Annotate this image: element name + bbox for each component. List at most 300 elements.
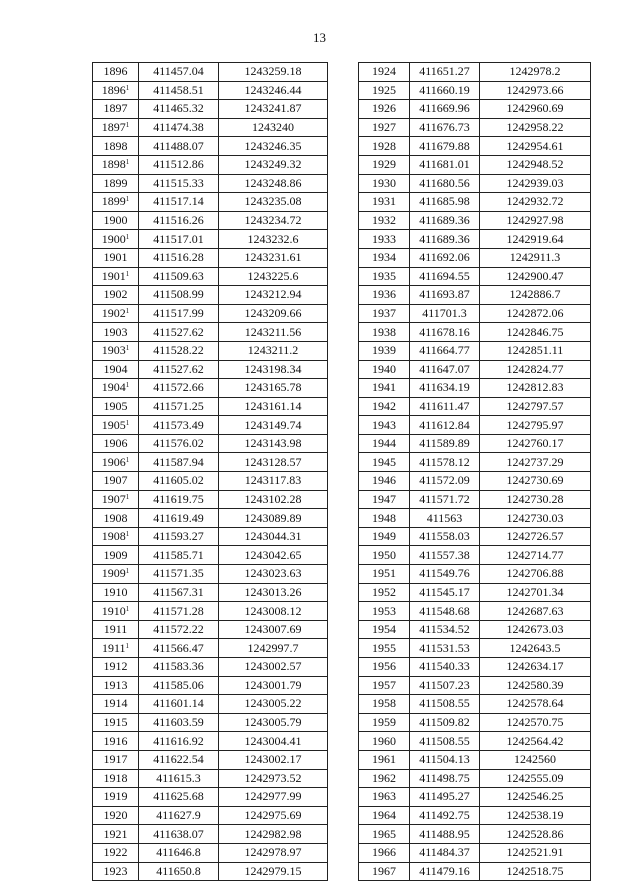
x-coordinate-cell: 411516.28	[139, 248, 219, 267]
point-number: 1899	[101, 194, 126, 209]
point-number-cell	[93, 713, 139, 732]
point-number-cell	[359, 81, 410, 100]
table-row	[93, 769, 328, 788]
table-row	[359, 63, 591, 82]
x-coordinate-cell: 411615.3	[139, 769, 219, 788]
point-number: 1957	[372, 677, 396, 692]
x-coordinate-cell: 411517.14	[139, 193, 219, 212]
table-row	[93, 825, 328, 844]
table-row	[93, 137, 328, 156]
point-number: 1905	[103, 398, 128, 413]
table-row	[359, 286, 591, 305]
point-number: 1936	[372, 287, 396, 302]
y-coordinate-cell: 1243209.66	[219, 304, 328, 323]
x-coordinate-cell: 411669.96	[410, 100, 480, 119]
y-coordinate-cell: 1242528.86	[480, 825, 591, 844]
point-number-cell	[93, 379, 139, 398]
table-row	[93, 490, 328, 509]
coordinates-table-right	[358, 62, 591, 881]
point-number: 1909	[101, 566, 126, 581]
point-number: 1946	[372, 473, 396, 488]
x-coordinate-cell: 411540.33	[410, 658, 480, 677]
point-number: 1937	[372, 306, 396, 321]
point-number-cell	[93, 137, 139, 156]
y-coordinate-cell: 1242737.29	[480, 453, 591, 472]
point-number-cell	[359, 472, 410, 491]
x-coordinate-cell: 411474.38	[139, 118, 219, 137]
point-number-cell	[93, 230, 139, 249]
table-row	[93, 639, 328, 658]
table-row	[359, 639, 591, 658]
point-number: 1904	[103, 361, 128, 376]
y-coordinate-cell: 1242872.06	[480, 304, 591, 323]
point-number-cell	[359, 286, 410, 305]
y-coordinate-cell: 1243007.69	[219, 620, 328, 639]
x-coordinate-cell: 411693.87	[410, 286, 480, 305]
point-number: 1908	[101, 529, 126, 544]
x-coordinate-cell: 411516.26	[139, 211, 219, 230]
table-row	[359, 676, 591, 695]
table-row	[359, 565, 591, 584]
y-coordinate-cell: 1243102.28	[219, 490, 328, 509]
point-number-cell	[93, 565, 139, 584]
x-coordinate-cell: 411587.94	[139, 453, 219, 472]
y-coordinate-cell: 1242570.75	[480, 713, 591, 732]
point-number: 1964	[372, 808, 396, 823]
point-number-cell	[359, 267, 410, 286]
point-number-cell	[359, 490, 410, 509]
point-superscript: 1	[125, 641, 130, 650]
point-number: 1948	[372, 510, 396, 525]
x-coordinate-cell: 411517.01	[139, 230, 219, 249]
y-coordinate-cell: 1242948.52	[480, 155, 591, 174]
table-row	[359, 602, 591, 621]
y-coordinate-cell: 1243234.72	[219, 211, 328, 230]
point-number-cell	[359, 341, 410, 360]
point-superscript: 1	[125, 381, 130, 390]
point-number: 1910	[101, 603, 126, 618]
table-row	[93, 527, 328, 546]
y-coordinate-cell: 1242564.42	[480, 732, 591, 751]
point-number-cell	[93, 472, 139, 491]
point-number-cell	[93, 453, 139, 472]
x-coordinate-cell: 411571.72	[410, 490, 480, 509]
x-coordinate-cell: 411572.09	[410, 472, 480, 491]
y-coordinate-cell: 1242927.98	[480, 211, 591, 230]
point-number-cell	[359, 769, 410, 788]
point-number-cell	[93, 100, 139, 119]
point-number-cell	[359, 825, 410, 844]
x-coordinate-cell: 411585.71	[139, 546, 219, 565]
table-row	[93, 732, 328, 751]
y-coordinate-cell: 1243225.6	[219, 267, 328, 286]
x-coordinate-cell: 411664.77	[410, 341, 480, 360]
table-row	[93, 100, 328, 119]
y-coordinate-cell: 1243002.57	[219, 658, 328, 677]
x-coordinate-cell: 411465.32	[139, 100, 219, 119]
y-coordinate-cell: 1243044.31	[219, 527, 328, 546]
table-row	[93, 118, 328, 137]
y-coordinate-cell: 1243128.57	[219, 453, 328, 472]
table-row	[359, 825, 591, 844]
table-row	[93, 230, 328, 249]
point-number-cell	[93, 193, 139, 212]
point-number-cell	[359, 862, 410, 881]
table-row	[359, 100, 591, 119]
table-row	[93, 248, 328, 267]
x-coordinate-cell: 411603.59	[139, 713, 219, 732]
point-number: 1908	[103, 510, 128, 525]
point-superscript: 1	[125, 307, 130, 316]
table-row	[359, 509, 591, 528]
point-number-cell	[359, 118, 410, 137]
point-number: 1952	[372, 584, 396, 599]
y-coordinate-cell: 1243259.18	[219, 63, 328, 82]
y-coordinate-cell: 1243232.6	[219, 230, 328, 249]
point-number: 1951	[372, 566, 396, 581]
y-coordinate-cell: 1242979.15	[219, 862, 328, 881]
point-number: 1901	[103, 250, 128, 265]
point-number-cell	[359, 211, 410, 230]
point-number-cell	[93, 341, 139, 360]
table-row	[93, 788, 328, 807]
x-coordinate-cell: 411557.38	[410, 546, 480, 565]
point-number: 1960	[372, 733, 396, 748]
x-coordinate-cell: 411527.62	[139, 323, 219, 342]
y-coordinate-cell: 1243023.63	[219, 565, 328, 584]
x-coordinate-cell: 411527.62	[139, 360, 219, 379]
x-coordinate-cell: 411692.06	[410, 248, 480, 267]
x-coordinate-cell: 411589.89	[410, 434, 480, 453]
table-row	[359, 397, 591, 416]
point-number-cell	[359, 602, 410, 621]
table-row	[93, 583, 328, 602]
table-row	[93, 323, 328, 342]
point-number: 1931	[372, 194, 396, 209]
y-coordinate-cell: 1243042.65	[219, 546, 328, 565]
point-number-cell	[359, 230, 410, 249]
point-number-cell	[359, 323, 410, 342]
point-number: 1943	[372, 417, 396, 432]
y-coordinate-cell: 1242730.28	[480, 490, 591, 509]
table-row	[93, 695, 328, 714]
table-row	[93, 509, 328, 528]
point-number-cell	[359, 676, 410, 695]
x-coordinate-cell: 411689.36	[410, 230, 480, 249]
y-coordinate-cell: 1242975.69	[219, 806, 328, 825]
y-coordinate-cell: 1242932.72	[480, 193, 591, 212]
y-coordinate-cell: 1242643.5	[480, 639, 591, 658]
y-coordinate-cell: 1242701.34	[480, 583, 591, 602]
point-number-cell	[359, 63, 410, 82]
x-coordinate-cell: 411549.76	[410, 565, 480, 584]
y-coordinate-cell: 1243004.41	[219, 732, 328, 751]
table-row	[93, 397, 328, 416]
point-number: 1923	[103, 863, 128, 878]
x-coordinate-cell: 411572.22	[139, 620, 219, 639]
point-number: 1941	[372, 380, 396, 395]
y-coordinate-cell: 1243212.94	[219, 286, 328, 305]
point-number: 1905	[101, 417, 126, 432]
point-number: 1902	[103, 287, 128, 302]
table-row	[359, 155, 591, 174]
table-row	[93, 658, 328, 677]
y-coordinate-cell: 1242714.77	[480, 546, 591, 565]
x-coordinate-cell: 411484.37	[410, 843, 480, 862]
point-superscript: 1	[125, 492, 130, 501]
point-superscript: 1	[125, 455, 130, 464]
x-coordinate-cell: 411531.53	[410, 639, 480, 658]
y-coordinate-cell: 1243161.14	[219, 397, 328, 416]
table-row	[359, 769, 591, 788]
y-coordinate-cell: 1242911.3	[480, 248, 591, 267]
x-coordinate-cell: 411517.99	[139, 304, 219, 323]
x-coordinate-cell: 411619.49	[139, 509, 219, 528]
x-coordinate-cell: 411585.06	[139, 676, 219, 695]
point-number: 1959	[372, 715, 396, 730]
x-coordinate-cell: 411458.51	[139, 81, 219, 100]
x-coordinate-cell: 411638.07	[139, 825, 219, 844]
y-coordinate-cell: 1242886.7	[480, 286, 591, 305]
point-number-cell	[93, 397, 139, 416]
x-coordinate-cell: 411512.86	[139, 155, 219, 174]
point-superscript: 1	[125, 158, 130, 167]
point-number-cell	[359, 100, 410, 119]
table-row	[359, 304, 591, 323]
table-row	[359, 490, 591, 509]
point-number-cell	[93, 81, 139, 100]
x-coordinate-cell: 411567.31	[139, 583, 219, 602]
point-number-cell	[93, 862, 139, 881]
point-number: 1965	[372, 826, 396, 841]
x-coordinate-cell: 411534.52	[410, 620, 480, 639]
table-row	[93, 453, 328, 472]
point-number-cell	[93, 286, 139, 305]
point-number-cell	[359, 434, 410, 453]
y-coordinate-cell: 1243008.12	[219, 602, 328, 621]
point-number-cell	[93, 732, 139, 751]
point-superscript: 1	[125, 604, 130, 613]
point-number: 1902	[101, 306, 126, 321]
x-coordinate-cell: 411678.16	[410, 323, 480, 342]
x-coordinate-cell: 411660.19	[410, 81, 480, 100]
y-coordinate-cell: 1243231.61	[219, 248, 328, 267]
table-row	[93, 174, 328, 193]
point-number: 1900	[101, 231, 126, 246]
point-number-cell	[93, 658, 139, 677]
point-number: 1933	[372, 231, 396, 246]
table-row	[359, 527, 591, 546]
x-coordinate-cell: 411528.22	[139, 341, 219, 360]
x-coordinate-cell: 411605.02	[139, 472, 219, 491]
table-row	[359, 750, 591, 769]
point-number-cell	[93, 509, 139, 528]
point-number-cell	[93, 676, 139, 695]
x-coordinate-cell: 411488.07	[139, 137, 219, 156]
point-number: 1906	[103, 436, 128, 451]
table-row	[359, 453, 591, 472]
point-number-cell	[359, 397, 410, 416]
table-row	[93, 416, 328, 435]
point-number-cell	[93, 118, 139, 137]
x-coordinate-cell: 411701.3	[410, 304, 480, 323]
x-coordinate-cell: 411507.23	[410, 676, 480, 695]
x-coordinate-cell: 411545.17	[410, 583, 480, 602]
table-row	[359, 713, 591, 732]
x-coordinate-cell: 411578.12	[410, 453, 480, 472]
point-number-cell	[359, 565, 410, 584]
y-coordinate-cell: 1242919.64	[480, 230, 591, 249]
point-number-cell	[93, 248, 139, 267]
table-row	[359, 267, 591, 286]
x-coordinate-cell: 411508.55	[410, 695, 480, 714]
table-row	[359, 81, 591, 100]
x-coordinate-cell: 411650.8	[139, 862, 219, 881]
y-coordinate-cell: 1243002.17	[219, 750, 328, 769]
point-superscript: 1	[125, 269, 130, 278]
y-coordinate-cell: 1242730.69	[480, 472, 591, 491]
table-row	[93, 565, 328, 584]
y-coordinate-cell: 1242795.97	[480, 416, 591, 435]
point-number-cell	[93, 825, 139, 844]
x-coordinate-cell: 411619.75	[139, 490, 219, 509]
point-number: 1913	[103, 677, 128, 692]
x-coordinate-cell: 411593.27	[139, 527, 219, 546]
x-coordinate-cell: 411625.68	[139, 788, 219, 807]
point-number: 1932	[372, 213, 396, 228]
y-coordinate-cell: 1242518.75	[480, 862, 591, 881]
point-number-cell	[359, 453, 410, 472]
y-coordinate-cell: 1243246.44	[219, 81, 328, 100]
y-coordinate-cell: 1243198.34	[219, 360, 328, 379]
page-number: 13	[313, 30, 326, 45]
x-coordinate-cell: 411571.35	[139, 565, 219, 584]
x-coordinate-cell: 411509.82	[410, 713, 480, 732]
y-coordinate-cell: 1242973.66	[480, 81, 591, 100]
x-coordinate-cell: 411651.27	[410, 63, 480, 82]
point-number: 1918	[103, 770, 128, 785]
point-number: 1896	[101, 82, 126, 97]
x-coordinate-cell: 411680.56	[410, 174, 480, 193]
point-number: 1926	[372, 101, 396, 116]
point-number: 1922	[103, 845, 128, 860]
point-number: 1927	[372, 120, 396, 135]
point-number-cell	[93, 769, 139, 788]
table-row	[359, 620, 591, 639]
y-coordinate-cell: 1243117.83	[219, 472, 328, 491]
x-coordinate-cell: 411611.47	[410, 397, 480, 416]
point-number: 1911	[101, 640, 126, 655]
y-coordinate-cell: 1242978.2	[480, 63, 591, 82]
table-row	[93, 193, 328, 212]
x-coordinate-cell: 411627.9	[139, 806, 219, 825]
x-coordinate-cell: 411612.84	[410, 416, 480, 435]
point-superscript: 1	[125, 83, 130, 92]
point-number: 1958	[372, 696, 396, 711]
y-coordinate-cell: 1243005.22	[219, 695, 328, 714]
point-number-cell	[93, 267, 139, 286]
point-number: 1899	[103, 175, 128, 190]
point-number-cell	[359, 732, 410, 751]
table-row	[359, 118, 591, 137]
table-row	[359, 583, 591, 602]
point-number: 1950	[372, 547, 396, 562]
point-number: 1944	[372, 436, 396, 451]
x-coordinate-cell: 411563	[410, 509, 480, 528]
x-coordinate-cell: 411515.33	[139, 174, 219, 193]
point-number: 1907	[101, 491, 126, 506]
point-number-cell	[93, 155, 139, 174]
y-coordinate-cell: 1242812.83	[480, 379, 591, 398]
point-superscript: 1	[125, 232, 130, 241]
point-number-cell	[359, 546, 410, 565]
table-row	[93, 304, 328, 323]
point-superscript: 1	[125, 344, 130, 353]
point-number: 1940	[372, 361, 396, 376]
table-row	[359, 843, 591, 862]
table-row	[359, 806, 591, 825]
point-number-cell	[93, 695, 139, 714]
x-coordinate-cell: 411616.92	[139, 732, 219, 751]
y-coordinate-cell: 1243005.79	[219, 713, 328, 732]
y-coordinate-cell: 1243001.79	[219, 676, 328, 695]
point-number-cell	[359, 416, 410, 435]
y-coordinate-cell: 1242977.99	[219, 788, 328, 807]
table-row	[93, 379, 328, 398]
x-coordinate-cell: 411694.55	[410, 267, 480, 286]
table-row	[93, 620, 328, 639]
point-number-cell	[359, 806, 410, 825]
x-coordinate-cell: 411679.88	[410, 137, 480, 156]
point-number: 1934	[372, 250, 396, 265]
point-number: 1939	[372, 343, 396, 358]
point-superscript: 1	[125, 567, 130, 576]
y-coordinate-cell: 1243240	[219, 118, 328, 137]
y-coordinate-cell: 1242939.03	[480, 174, 591, 193]
x-coordinate-cell: 411572.66	[139, 379, 219, 398]
point-number-cell	[93, 360, 139, 379]
y-coordinate-cell: 1242797.57	[480, 397, 591, 416]
table-row	[93, 267, 328, 286]
point-number: 1920	[103, 808, 128, 823]
table-row	[359, 360, 591, 379]
x-coordinate-cell: 411685.98	[410, 193, 480, 212]
point-number-cell	[93, 490, 139, 509]
y-coordinate-cell: 1243211.2	[219, 341, 328, 360]
point-number: 1935	[372, 268, 396, 283]
table-row	[93, 341, 328, 360]
point-number-cell	[93, 546, 139, 565]
table-row	[359, 323, 591, 342]
point-number: 1900	[103, 213, 128, 228]
y-coordinate-cell: 1243249.32	[219, 155, 328, 174]
point-number: 1949	[372, 529, 396, 544]
point-number: 1967	[372, 863, 396, 878]
point-number-cell	[359, 509, 410, 528]
table-row	[93, 286, 328, 305]
table-row	[359, 434, 591, 453]
point-number: 1914	[103, 696, 128, 711]
point-number-cell	[359, 248, 410, 267]
y-coordinate-cell: 1242958.22	[480, 118, 591, 137]
point-number-cell	[93, 63, 139, 82]
point-number-cell	[93, 843, 139, 862]
x-coordinate-cell: 411634.19	[410, 379, 480, 398]
y-coordinate-cell: 1243149.74	[219, 416, 328, 435]
point-number-cell	[359, 750, 410, 769]
point-number: 1945	[372, 454, 396, 469]
table-row	[93, 806, 328, 825]
